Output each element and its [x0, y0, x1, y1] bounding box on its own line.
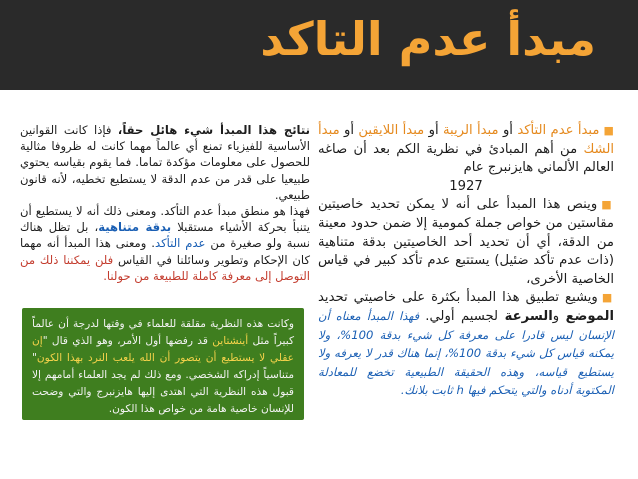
left-paragraph-2	[20, 203, 310, 284]
text-body: من أهم المبادئ في نظرية الكم بعد أن صاغه العالم الألماني هايزنبرج عام	[318, 141, 614, 176]
term-position: الموضع	[565, 308, 614, 324]
right-column	[318, 122, 614, 401]
text-and: و	[552, 308, 566, 324]
text-body: فإذا كانت القوانين الأساسية للفيزياء تمنع أي عالماً مهما كانت له ظروفا مثالية للحصول على معلومات مؤكدة تماما. فما يقوم بقياسه يحتوي طبيعيا على قدر من عدم الدقة لا يستطيع تخطيه، لأنه قانون طبيعي.	[20, 123, 310, 202]
term-infinite-precision: بدقة متناهية	[98, 220, 172, 235]
right-paragraph-2	[318, 196, 614, 289]
term-uncertainty: مبدأ عدم التأكد	[517, 123, 600, 138]
term-velocity: السرعة	[504, 308, 553, 324]
term-principle: مبدأ	[402, 123, 425, 138]
left-paragraph-1	[20, 122, 310, 203]
text-body: " متناسياً إدراكه الشخصي. ومع ذلك لم يجد العلماء أمامهم إلا قبول هذه النظرية التي اهتدى إليها هايزنبرج والتي وضحت للإنسان خاصية هامة من خواص هذا الكون.	[32, 352, 294, 415]
right-paragraph-3	[318, 289, 614, 401]
left-column	[20, 122, 310, 284]
text-body: لجسيم أولي.	[425, 308, 505, 324]
text-body: وكانت هذه النظرية مقلقة للعلماء في وقتها لدرجة أن عالماً كبيراً مثل	[32, 318, 294, 347]
text-body: فهذا هو منطق مبدأ عدم التأكد. ومعنى ذلك أنه لا يستطيع أن يتنبأ بحركة الأشياء مستقبلا	[20, 204, 310, 235]
einstein-quote-box	[22, 308, 304, 420]
text-body: قد رفضها أول الأمر، وهو الذي قال "	[42, 335, 213, 347]
conclusion-text: فلن يمكننا ذلك من التوصل إلى معرفة كاملة للطبيعة من حولنا.	[20, 252, 310, 283]
text-body: ويشيع تطبيق هذا المبدأ بكثرة على خاصيتي تحديد	[318, 290, 598, 306]
slide-title: مبدأ عدم التاكد	[260, 12, 596, 66]
text-body: ، بل تظل هناك نسبة ولو صغيرة من	[20, 220, 311, 251]
text-or: أو	[498, 123, 518, 138]
text-or: أو	[339, 123, 359, 138]
bullet-icon: ■	[603, 124, 614, 137]
consequences-heading: نتائج هذا المبدأ شيء هائل حقاً،	[117, 123, 310, 137]
right-paragraph-1	[318, 122, 614, 178]
title-bar	[0, 0, 638, 90]
text-or: أو	[424, 123, 443, 138]
bullet-icon: ■	[601, 198, 614, 212]
name-einstein: أينشتاين	[212, 335, 249, 347]
term-uncertainty-ref: عدم التأكد	[154, 236, 206, 251]
year-line	[318, 178, 614, 197]
year: 1927	[449, 178, 483, 194]
bullet-icon: ■	[601, 291, 614, 305]
term-skepticism: مبدأ الشك	[318, 123, 614, 157]
text-body: وينص هذا المبدأ على أنه لا يمكن تحديد خاصيتين مقاستين من خواص جملة كمومية إلا ضمن حدود معينة من الدقة، أي أن تحديد أحد الخاصيتين بدقة متناهية (ذات عدم تأكد ضئيل) يستتبع عدم تأكد كبير في قياس الخاصية الأخرى،	[318, 197, 614, 287]
term-indeterminacy: اللايقين	[358, 123, 399, 138]
text-body: . ومعنى هذا المبدأ أنه مهما كان الإحكام وتطوير وسائلنا في القياس	[20, 236, 310, 267]
explanation-text: فهذا المبدأ معناه أن الإنسان ليس قادرا على معرفة كل شيء بدقة 100%، ولا يمكنه قياس كل شيء بدقة 100%، إنما هناك قدر لا يعرفه ولا يستطيع قياسه، وهذه الحقيقة الطبيعية تخضع للمعادلة المكتوبة أدناه والتي يتحكم فيها h ثابت بلانك.	[318, 308, 614, 398]
term-doubt-principle: مبدأ الريبة	[442, 123, 499, 138]
einstein-quote: إن عقلي لا يستطيع أن يتصور أن الله يلعب النرد بهذا الكون	[32, 335, 294, 364]
